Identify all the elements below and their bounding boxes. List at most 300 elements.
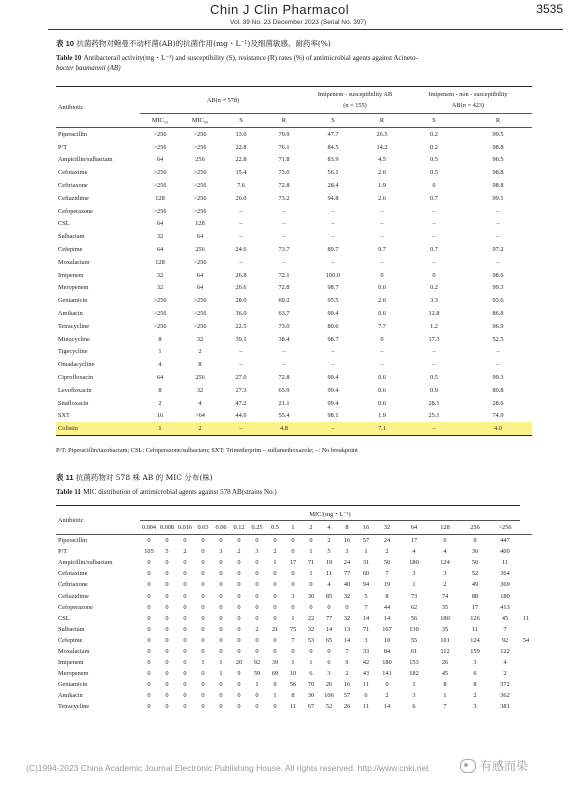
count-cell: 11	[325, 570, 333, 578]
table-row	[56, 128, 532, 141]
value-cell: 0.7	[430, 246, 438, 254]
count-cell: 50	[471, 559, 479, 567]
value-cell: 80.6	[327, 322, 339, 330]
count-cell: 0	[255, 636, 259, 644]
count-cell: 0	[291, 581, 295, 589]
value-cell: 0.7	[430, 194, 438, 202]
value-cell: 100.0	[325, 271, 341, 279]
count-cell: 0	[327, 603, 331, 611]
value-cell: –	[380, 258, 384, 266]
count-cell: 2	[503, 670, 507, 678]
count-cell: 0	[201, 647, 205, 655]
value-cell: –	[380, 220, 384, 228]
count-cell: 74	[441, 592, 449, 600]
count-cell: 0	[385, 681, 389, 689]
count-cell: 14	[343, 636, 351, 644]
value-cell: 8	[158, 386, 162, 394]
value-cell: –	[331, 348, 335, 356]
count-cell: 1	[201, 659, 205, 667]
value-cell: 73.7	[278, 246, 290, 254]
count-cell: 0	[273, 581, 277, 589]
count-cell: 35	[441, 625, 449, 633]
count-cell: 2	[183, 548, 187, 556]
count-cell: 62	[410, 603, 418, 611]
count-cell: 14	[383, 703, 391, 711]
count-cell: 32	[307, 625, 315, 633]
drug-name-cell: Ciprofloxacin	[58, 374, 93, 382]
table-row	[56, 602, 532, 613]
count-cell: 1	[412, 581, 416, 589]
table11-title-cn: 抗菌药物对 578 株 AB 的 MIC 分布(株)	[75, 473, 213, 482]
table-row	[56, 701, 532, 712]
count-cell: 92	[501, 636, 509, 644]
value-cell: 128	[195, 220, 205, 228]
drug-name-cell: Tetracycline	[58, 703, 90, 711]
count-cell: 0	[183, 625, 187, 633]
value-cell: 98.8	[492, 143, 504, 151]
table10-title-cn: 抗菌药物对鲍曼不动杆菌(AB)的抗菌作用(mg・L⁻¹)及细菌敏感、耐药率(%)	[76, 39, 331, 48]
count-cell: 0	[273, 570, 277, 578]
value-cell: >256	[153, 130, 167, 138]
count-cell: 2	[443, 581, 447, 589]
value-cell: 47.2	[235, 399, 247, 407]
count-cell: 2	[385, 692, 389, 700]
count-cell: 2	[345, 670, 349, 678]
count-cell: 0	[309, 603, 313, 611]
value-cell: 32	[156, 284, 164, 292]
count-cell: 14	[325, 625, 333, 633]
value-cell: 0.2	[430, 130, 438, 138]
count-cell: 1	[291, 659, 295, 667]
count-cell: 159	[470, 647, 480, 655]
count-cell: 0	[147, 692, 151, 700]
count-cell: 40	[343, 581, 351, 589]
count-cell: 19	[383, 581, 391, 589]
count-cell: 0	[237, 625, 241, 633]
count-cell: 7	[291, 636, 295, 644]
value-cell: >256	[153, 310, 167, 318]
drug-name-cell: Tigecycline	[58, 348, 88, 356]
count-cell: 0	[183, 692, 187, 700]
mic-column-header: 0.004	[141, 524, 157, 531]
value-cell: 98.1	[327, 412, 339, 420]
value-cell: 72.1	[278, 271, 290, 279]
count-cell: 44	[383, 603, 391, 611]
volume-line: Vol. 39 No. 23 December 2023 (Serial No. 397)	[230, 19, 367, 26]
count-cell: 372	[500, 681, 510, 689]
value-cell: 72.8	[278, 182, 290, 190]
value-cell: 79.9	[278, 130, 290, 138]
table10-header-imi-ns-line1: Imipenem - non - susceptibility	[428, 91, 508, 98]
count-cell: 0	[237, 647, 241, 655]
count-cell: 0	[219, 581, 223, 589]
count-cell: 0	[183, 659, 187, 667]
count-cell: 167	[382, 625, 392, 633]
count-cell: 3	[345, 548, 349, 556]
count-cell: 9	[345, 659, 349, 667]
count-cell: 7	[385, 570, 389, 578]
count-cell: 6	[412, 703, 416, 711]
table10-subheader: S	[432, 117, 436, 124]
value-cell: –	[282, 361, 286, 369]
value-cell: 98.6	[492, 271, 504, 279]
value-cell: >256	[153, 169, 167, 177]
count-cell: 52	[471, 570, 479, 578]
value-cell: 2.6	[378, 169, 386, 177]
value-cell: 12.8	[428, 310, 440, 318]
value-cell: 4.5	[378, 156, 386, 164]
count-cell: 67	[307, 703, 315, 711]
value-cell: 1.9	[378, 412, 386, 420]
value-cell: –	[404, 422, 464, 435]
count-cell: 0	[147, 681, 151, 689]
value-cell: –	[432, 233, 436, 241]
drug-name-cell: CSL	[58, 614, 70, 622]
table10-subheader: R	[379, 117, 385, 124]
count-cell: 0	[201, 537, 205, 545]
drug-name-cell: Ceftazidime	[58, 592, 89, 600]
table10-header-group-ab: AB(n = 578)	[140, 87, 306, 114]
table11-header-group-mic: MIC/(mg・L⁻¹)	[140, 506, 520, 521]
table10	[56, 86, 532, 436]
value-cell: 17.3	[428, 335, 440, 343]
count-cell: 124	[470, 636, 480, 644]
drug-name-cell: P/T	[58, 548, 68, 556]
count-cell: 0	[165, 537, 169, 545]
value-cell: 22.5	[235, 322, 247, 330]
value-cell: 26.0	[235, 194, 247, 202]
table-row	[56, 590, 532, 601]
value-cell: 98.8	[492, 182, 504, 190]
table11-title-en: MIC distribution of antimicrobial agents against 578 AB(strains No.)	[83, 488, 277, 496]
count-cell: 0	[219, 614, 223, 622]
count-cell: 8	[473, 681, 477, 689]
count-cell: 0	[219, 636, 223, 644]
value-cell: –	[282, 233, 286, 241]
count-cell: 153	[409, 659, 419, 667]
count-cell: 9	[237, 670, 241, 678]
value-cell: –	[282, 258, 286, 266]
count-cell: 26	[325, 681, 333, 689]
value-cell: 8	[198, 361, 202, 369]
value-cell: 4	[158, 361, 162, 369]
count-cell: 0	[219, 592, 223, 600]
value-cell: >256	[193, 143, 207, 151]
count-cell: 88	[471, 592, 479, 600]
count-cell: 4	[443, 548, 447, 556]
count-cell: 1	[364, 548, 368, 556]
count-cell: 122	[500, 647, 510, 655]
drug-name-cell: Cefepime	[58, 246, 83, 254]
value-cell: –	[432, 361, 436, 369]
value-cell: 0	[432, 271, 436, 279]
drug-name-cell: Minocycline	[58, 335, 90, 343]
drug-name-cell: Amikacin	[58, 310, 83, 318]
value-cell: >256	[193, 182, 207, 190]
count-cell: 49	[471, 581, 479, 589]
count-cell: 101	[440, 636, 450, 644]
table-row	[56, 535, 532, 547]
value-cell: –	[239, 361, 243, 369]
value-cell: –	[282, 207, 286, 215]
table10-subheader: S	[331, 117, 335, 124]
count-cell: 2	[327, 537, 331, 545]
count-cell: 0	[255, 570, 259, 578]
count-cell: 60	[362, 570, 370, 578]
drug-name-cell: Sitafloxacin	[58, 399, 89, 407]
value-cell: 128	[155, 258, 165, 266]
count-cell: 7	[345, 647, 349, 655]
count-cell: 0	[201, 670, 205, 678]
count-cell: 0	[273, 647, 277, 655]
count-cell: 0	[255, 614, 259, 622]
value-cell: 25.1	[428, 412, 440, 420]
value-cell: 73.0	[278, 169, 290, 177]
count-cell: 0	[165, 614, 169, 622]
count-cell: 13	[343, 625, 351, 633]
table-row	[56, 546, 532, 557]
count-cell: 0	[165, 692, 169, 700]
count-cell: 56	[289, 681, 297, 689]
value-cell: 14.2	[376, 143, 388, 151]
count-cell: 0	[309, 537, 313, 545]
count-cell: 0	[147, 625, 151, 633]
count-cell: 10	[289, 670, 297, 678]
count-cell: 0	[183, 703, 187, 711]
count-cell: 112	[440, 647, 450, 655]
value-cell: 69.2	[278, 297, 290, 305]
value-cell: 74.9	[492, 412, 504, 420]
count-cell: 0	[291, 570, 295, 578]
table10-header-imi-s-line2: (n = 155)	[343, 102, 367, 109]
drug-name-cell: Omadacycline	[58, 361, 95, 369]
table-row	[56, 294, 532, 307]
drug-name-cell: Moxalactam	[58, 647, 90, 655]
count-cell: 0	[237, 537, 241, 545]
value-cell: 64	[156, 156, 164, 164]
mic-column-header: 1	[291, 524, 295, 531]
value-cell: 128	[155, 194, 165, 202]
mic-column-header: 0.12	[233, 524, 245, 531]
value-cell: –	[432, 220, 436, 228]
count-cell: 0	[183, 559, 187, 567]
count-cell: 5	[364, 592, 368, 600]
count-cell: 57	[362, 537, 370, 545]
count-cell: 2	[255, 625, 259, 633]
count-cell: 3	[291, 592, 295, 600]
table11-label-cn: 表 11	[56, 473, 74, 482]
count-cell: 36	[471, 548, 479, 556]
count-cell: 0	[237, 703, 241, 711]
table10-header-group-imi-s	[306, 87, 404, 114]
count-cell: 2	[237, 548, 241, 556]
count-cell: 0	[255, 592, 259, 600]
mic-column-header: 4	[327, 524, 331, 531]
count-cell: 11	[501, 559, 509, 567]
value-cell: 64	[156, 246, 164, 254]
count-cell: 77	[343, 570, 351, 578]
value-cell: –	[496, 207, 500, 215]
value-cell: 99.4	[327, 386, 339, 394]
count-cell: 0	[165, 570, 169, 578]
count-cell: 45	[441, 670, 449, 678]
value-cell: 9.7	[378, 246, 386, 254]
mic-column-header: 128	[440, 524, 450, 531]
count-cell: 59	[253, 670, 261, 678]
count-cell: 0	[147, 570, 151, 578]
count-cell: 0	[201, 603, 205, 611]
count-cell: 85	[325, 592, 333, 600]
count-cell: 2	[273, 548, 277, 556]
count-cell: 0	[255, 537, 259, 545]
count-cell: 0	[165, 592, 169, 600]
table-row	[56, 218, 532, 231]
table-row	[56, 668, 532, 679]
count-cell: 0	[255, 603, 259, 611]
count-cell: 106	[324, 692, 334, 700]
count-cell: 0	[309, 581, 313, 589]
value-cell: 56.1	[327, 169, 339, 177]
count-cell: 180	[382, 659, 392, 667]
table-row	[56, 568, 532, 579]
count-cell: 0	[255, 581, 259, 589]
count-cell: 364	[500, 570, 510, 578]
table-row	[56, 154, 532, 167]
value-cell: –	[380, 348, 384, 356]
count-cell: 0	[201, 548, 205, 556]
value-cell: 27.0	[235, 374, 247, 382]
count-cell: 0	[201, 559, 205, 567]
count-cell: 14	[362, 614, 370, 622]
drug-name-cell: Meropenem	[58, 284, 89, 292]
table-row	[56, 141, 532, 154]
mic-column-header: >256	[498, 524, 512, 531]
count-cell: 8	[443, 681, 447, 689]
count-cell: 182	[409, 670, 419, 678]
count-cell: 1	[291, 614, 295, 622]
count-cell: 0	[219, 625, 223, 633]
value-cell: 32	[196, 335, 204, 343]
value-cell: –	[331, 220, 335, 228]
drug-name-cell: Cefoperazone	[58, 603, 93, 611]
drug-name-cell: Meropenem	[58, 670, 89, 678]
count-cell: 24	[343, 559, 351, 567]
count-cell: 0	[183, 570, 187, 578]
count-cell: 0	[219, 537, 223, 545]
count-cell: 362	[500, 692, 510, 700]
value-cell: 13.0	[235, 130, 247, 138]
count-cell: 180	[440, 614, 450, 622]
count-cell: 9	[473, 537, 477, 545]
mic-column-header: 0.03	[197, 524, 209, 531]
value-cell: 99.3	[492, 374, 504, 382]
count-cell: 0	[201, 570, 205, 578]
table-row	[56, 690, 532, 701]
count-cell: 0	[201, 614, 205, 622]
value-cell: >256	[153, 143, 167, 151]
value-cell: >256	[193, 169, 207, 177]
table10-title-en-line2: bacter baumannii (AB)	[56, 64, 121, 72]
table-row	[56, 679, 532, 690]
value-cell: 2	[180, 422, 220, 435]
value-cell: >256	[193, 207, 207, 215]
value-cell: –	[380, 207, 384, 215]
value-cell: 2	[198, 348, 202, 356]
value-cell: 0.6	[378, 284, 386, 292]
count-cell: 0	[147, 592, 151, 600]
count-cell: 180	[500, 592, 510, 600]
value-cell: –	[331, 233, 335, 241]
count-cell: 20	[235, 659, 243, 667]
count-cell: 19	[325, 559, 333, 567]
count-cell: 0	[237, 681, 241, 689]
table-row	[56, 243, 532, 256]
drug-name-cell: Sulbactam	[58, 233, 85, 241]
value-cell: 0.5	[430, 374, 438, 382]
value-cell: 3.3	[430, 297, 438, 305]
value-cell: 38.4	[278, 335, 290, 343]
table11-header-antibiotic: Antibiotic	[56, 506, 140, 535]
count-cell: 0	[147, 636, 151, 644]
value-cell: –	[239, 233, 243, 241]
count-cell: 0	[201, 692, 205, 700]
count-cell: 3	[473, 659, 477, 667]
count-cell: 73	[410, 592, 418, 600]
value-cell: 64	[156, 220, 164, 228]
count-cell: 0	[183, 581, 187, 589]
count-cell: 45	[501, 614, 509, 622]
drug-name-cell: Gentamicin	[58, 681, 88, 689]
count-cell: 0	[309, 647, 313, 655]
count-cell: 0	[255, 692, 259, 700]
value-cell: 64	[196, 284, 204, 292]
value-cell: 28.6	[492, 399, 504, 407]
count-cell: 56	[410, 614, 418, 622]
table-row	[56, 613, 532, 624]
value-cell: 72.8	[278, 284, 290, 292]
value-cell: 0.9	[430, 386, 438, 394]
count-cell: 381	[500, 703, 510, 711]
value-cell: –	[239, 207, 243, 215]
count-cell: 0	[201, 681, 205, 689]
drug-name-cell: Imipenem	[58, 271, 84, 279]
count-cell: 32	[343, 592, 351, 600]
value-cell: 99.3	[492, 284, 504, 292]
value-cell: >256	[153, 182, 167, 190]
count-cell: 3	[364, 636, 368, 644]
count-cell: 0	[219, 692, 223, 700]
count-cell: 0	[219, 559, 223, 567]
count-cell: 0	[165, 670, 169, 678]
count-cell: 6	[473, 670, 477, 678]
count-cell: 71	[307, 559, 315, 567]
count-cell: 0	[273, 636, 277, 644]
count-cell: 0	[327, 647, 331, 655]
value-cell: 24.6	[235, 246, 247, 254]
value-cell: >256	[193, 130, 207, 138]
count-cell: 5	[165, 548, 169, 556]
count-cell: 1	[273, 559, 277, 567]
drug-name-cell: Cefotaxime	[58, 169, 88, 177]
table10-header-group-imi-ns	[404, 87, 532, 114]
count-cell: 65	[325, 636, 333, 644]
value-cell: 22.8	[235, 156, 247, 164]
count-cell: 0	[183, 647, 187, 655]
value-cell: 2.6	[378, 297, 386, 305]
value-cell: 256	[195, 246, 205, 254]
count-cell: 7	[503, 625, 507, 633]
count-cell: 1	[219, 670, 223, 678]
